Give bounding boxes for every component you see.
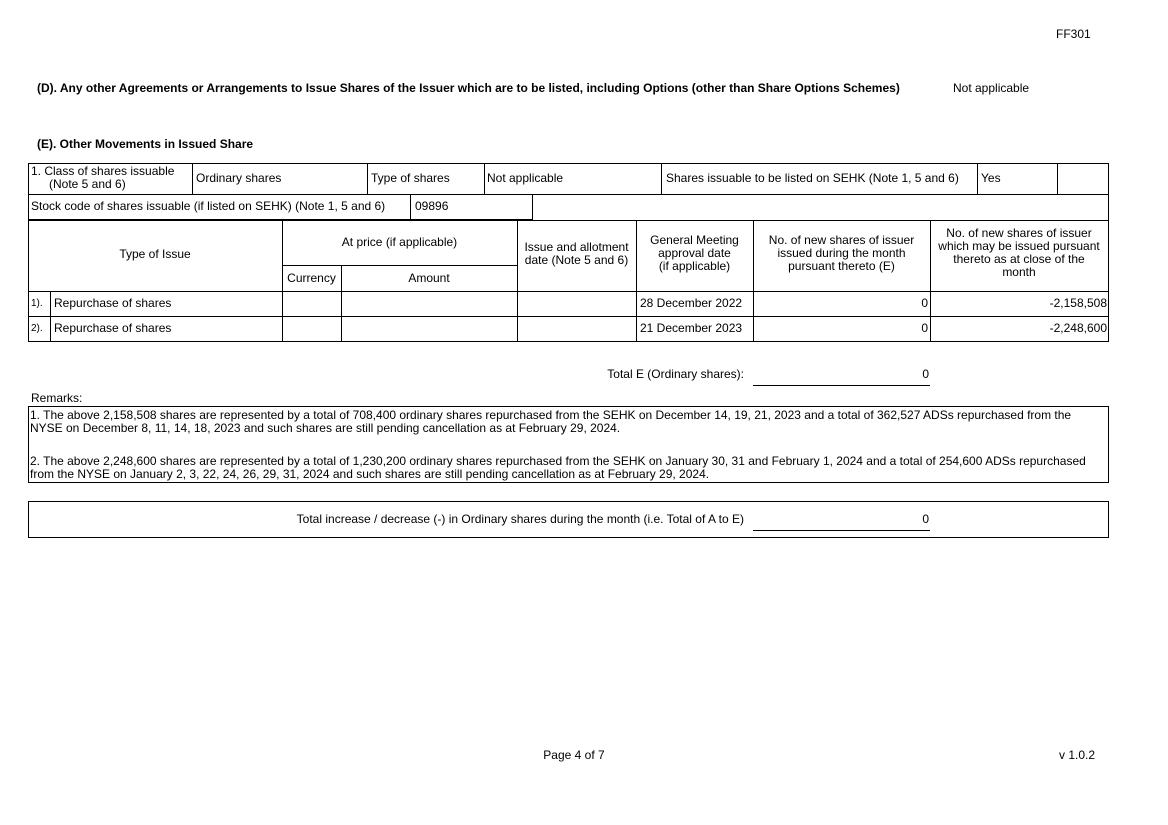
header-new-shares: No. of new shares of issuer issued during the month pursuant thereto (E) — [768, 233, 915, 273]
row-gm-date: 28 December 2022 — [640, 296, 743, 310]
total-increase-label: Total increase / decrease (-) in Ordinary shares during the month (i.e. Total of A to E) — [296, 512, 744, 526]
row-number: 2). — [31, 323, 43, 334]
section-d-value: Not applicable — [953, 81, 1030, 95]
row-may-issue: -2,158,508 — [1049, 296, 1107, 310]
remark-item: 2. The above 2,248,600 shares are represented by a total of 1,230,200 ordinary shares repurchased from the SEHK on January 30, 31 and February 1, 2024 and a total of 254,600 ADSs repurchased from the NYSE on January 2, 3, 22, 24, 26, 29, 31, 2024 and such shares are still pending cancellation as at February 29, 2024. — [30, 454, 1086, 481]
row-number: 1). — [31, 298, 43, 309]
remark-item: 1. The above 2,158,508 shares are represented by a total of 708,400 ordinary shares repurchased from the SEHK on December 14, 19, 21, 2023 and a total of 362,527 ADSs repurchased from the NYSE on December 8, 11, 14, 18, 2023 and such shares are still pending cancellation as at February 29, 2024. — [30, 408, 1072, 435]
row-type: Repurchase of shares — [54, 296, 172, 310]
row-may-issue: -2,248,600 — [1049, 321, 1107, 335]
header-type-of-issue: Type of Issue — [119, 247, 191, 261]
type-value: Not applicable — [487, 171, 564, 185]
version-label: v 1.0.2 — [1059, 748, 1096, 762]
stock-code-value: 09896 — [415, 199, 449, 213]
row-issued: 0 — [921, 296, 928, 310]
header-may-issue: No. of new shares of issuer which may be issued pursuant thereto as at close of the month — [938, 226, 1100, 279]
total-e-value: 0 — [922, 367, 929, 381]
remarks-label: Remarks: — [31, 391, 83, 405]
class-label: 1. Class of shares issuable (Note 5 and 6) — [31, 164, 175, 191]
header-at-price: At price (if applicable) — [341, 235, 458, 249]
stock-code-label: Stock code of shares issuable (if listed on SEHK) (Note 1, 5 and 6) — [31, 199, 386, 213]
total-increase-value: 0 — [922, 512, 929, 526]
row-issued: 0 — [921, 321, 928, 335]
total-e-label: Total E (Ordinary shares): — [607, 367, 744, 381]
total-e-underline — [753, 385, 930, 386]
page-number: Page 4 of 7 — [543, 748, 605, 762]
listed-value: Yes — [981, 171, 1001, 185]
header-amount: Amount — [408, 271, 450, 285]
header-gm-date: General Meeting approval date (if applicable) — [650, 233, 739, 273]
row-gm-date: 21 December 2023 — [640, 321, 743, 335]
listed-label: Shares issuable to be listed on SEHK (Note 1, 5 and 6) — [666, 171, 959, 185]
header-currency: Currency — [287, 271, 336, 285]
section-e-title: (E). Other Movements in Issued Share — [37, 137, 254, 151]
row-type: Repurchase of shares — [54, 321, 172, 335]
header-issue-date: Issue and allotment date (Note 5 and 6) — [524, 240, 629, 267]
total-increase-underline — [753, 530, 930, 531]
type-label: Type of shares — [371, 171, 450, 185]
class-value: Ordinary shares — [196, 171, 282, 185]
section-d-title: (D). Any other Agreements or Arrangements to Issue Shares of the Issuer which are to be listed, including Options (other than Share Options Schemes) — [37, 81, 900, 95]
form-code: FF301 — [1056, 27, 1091, 41]
